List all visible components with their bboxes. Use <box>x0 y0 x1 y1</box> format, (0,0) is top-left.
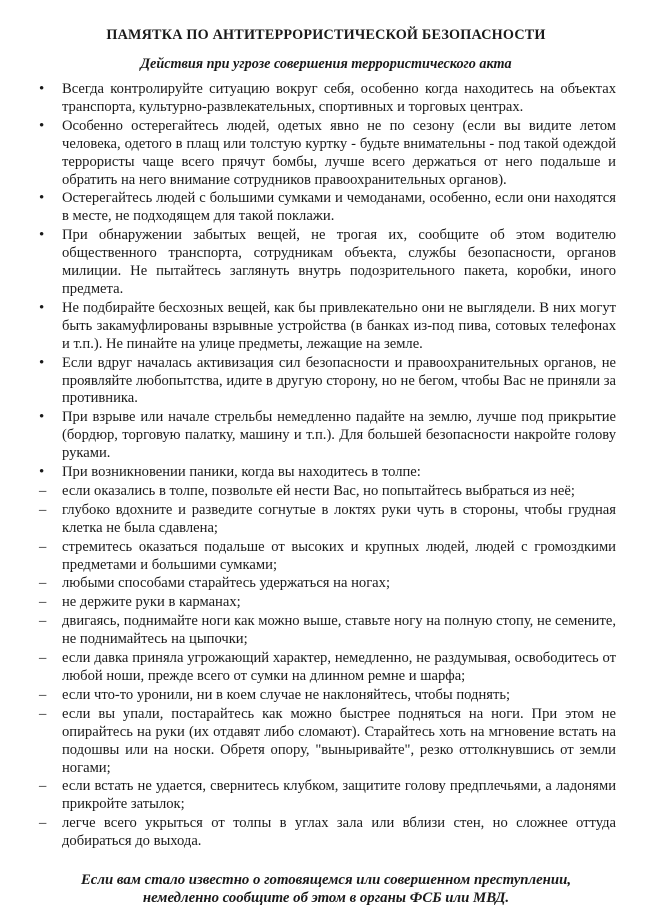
sublist-item: – легче всего укрыться от толпы в углах зала или вблизи стен, но сложнее оттуда добираться до выхода. <box>36 815 616 851</box>
sublist-item: – если давка приняла угрожающий характер, немедленно, не раздумывая, освободитесь от любой ноши, прежде всего от сумки на длинном ремне и шарфа; <box>36 650 616 686</box>
sublist-item: – если что-то уронили, ни в коем случае не наклоняйтесь, чтобы поднять; <box>36 687 616 705</box>
footer-line: Если вам стало известно о готовящемся или совершенном преступлении, <box>80 872 572 889</box>
sublist-item: – если вы упали, постарайтесь как можно быстрее подняться на ноги. При этом не опирайтесь на руки (их отдавят либо сломают). Старайтесь хоть на мгновение встать на подошвы или на носки. Обретя опору, "выныривайте", резко оттолкнувшись от земли ногами; <box>36 706 616 778</box>
list-item: • При возникновении паники, когда вы находитесь в толпе: <box>36 464 616 482</box>
sublist-item: – глубоко вдохните и разведите согнутые в локтях руки чуть в стороны, чтобы грудная клетка не была сдавлена; <box>36 502 616 538</box>
sublist-item: – если встать не удается, свернитесь клубком, защитите голову предплечьями, а ладонями прикройте затылок; <box>36 778 616 814</box>
list-item: • При взрыве или начале стрельбы немедленно падайте на землю, лучше под прикрытие (бордюр, торговую палатку, машину и т.п.). Для большей безопасности накройте голову руками. <box>36 409 616 463</box>
sublist-item: – стремитесь оказаться подальше от высоких и крупных людей, людей с громоздкими предметами и большими сумками; <box>36 539 616 575</box>
section-subtitle: Действия при угрозе совершения террористического акта <box>140 56 512 72</box>
list-item: • Остерегайтесь людей с большими сумками и чемоданами, особенно, если они находятся в месте, не подходящем для такой поклажи. <box>36 190 616 226</box>
sublist-item: – если оказались в толпе, позвольте ей нести Вас, но попытайтесь выбраться из неё; <box>36 483 616 501</box>
list-item: • При обнаружении забытых вещей, не трогая их, сообщите об этом водителю общественного транспорта, сотрудникам объекта, службы безопасности, органов милиции. Не пытайтесь заглянуть внутрь подозрительного пакета, коробки, иного предмета. <box>36 227 616 299</box>
list-item: • Не подбирайте бесхозных вещей, как бы привлекательно они не выглядели. В них могут быть закамуфлированы взрывные устройства (в банках из-под пива, сотовых телефонах и т.п.). Не пинайте на улице предметы, лежащие на земле. <box>36 300 616 354</box>
footer-line: немедленно сообщите об этом в органы ФСБ или МВД. <box>142 890 510 907</box>
list-item: • Особенно остерегайтесь людей, одетых явно не по сезону (если вы видите летом человека, одетого в плащ или толстую куртку - будьте внимательны - под такой одеждой террористы чаще всего прячут бомбы, лучше всего держаться от него подальше и обратить на него внимание сотрудников правоохранительных органов). <box>36 118 616 190</box>
bullet-list <box>36 81 616 482</box>
sublist-item: – не держите руки в карманах; <box>36 594 616 612</box>
footer-notice <box>36 871 616 907</box>
sublist-item: – любыми способами старайтесь удержаться на ногах; <box>36 575 616 593</box>
list-item: • Всегда контролируйте ситуацию вокруг себя, особенно когда находитесь на объектах транспорта, культурно-развлекательных, спортивных и торговых центрах. <box>36 81 616 117</box>
page-title: ПАМЯТКА ПО АНТИТЕРРОРИСТИЧЕСКОЙ БЕЗОПАСНОСТИ <box>106 27 546 43</box>
document-body <box>36 81 616 851</box>
list-item: • Если вдруг началась активизация сил безопасности и правоохранительных органов, не проявляйте любопытства, идите в другую сторону, но не бегом, чтобы Вас не приняли за противника. <box>36 355 616 409</box>
sublist-item: – двигаясь, поднимайте ноги как можно выше, ставьте ногу на полную стопу, не семените, не поднимайтесь на цыпочки; <box>36 613 616 649</box>
crowd-sublist <box>36 483 616 851</box>
